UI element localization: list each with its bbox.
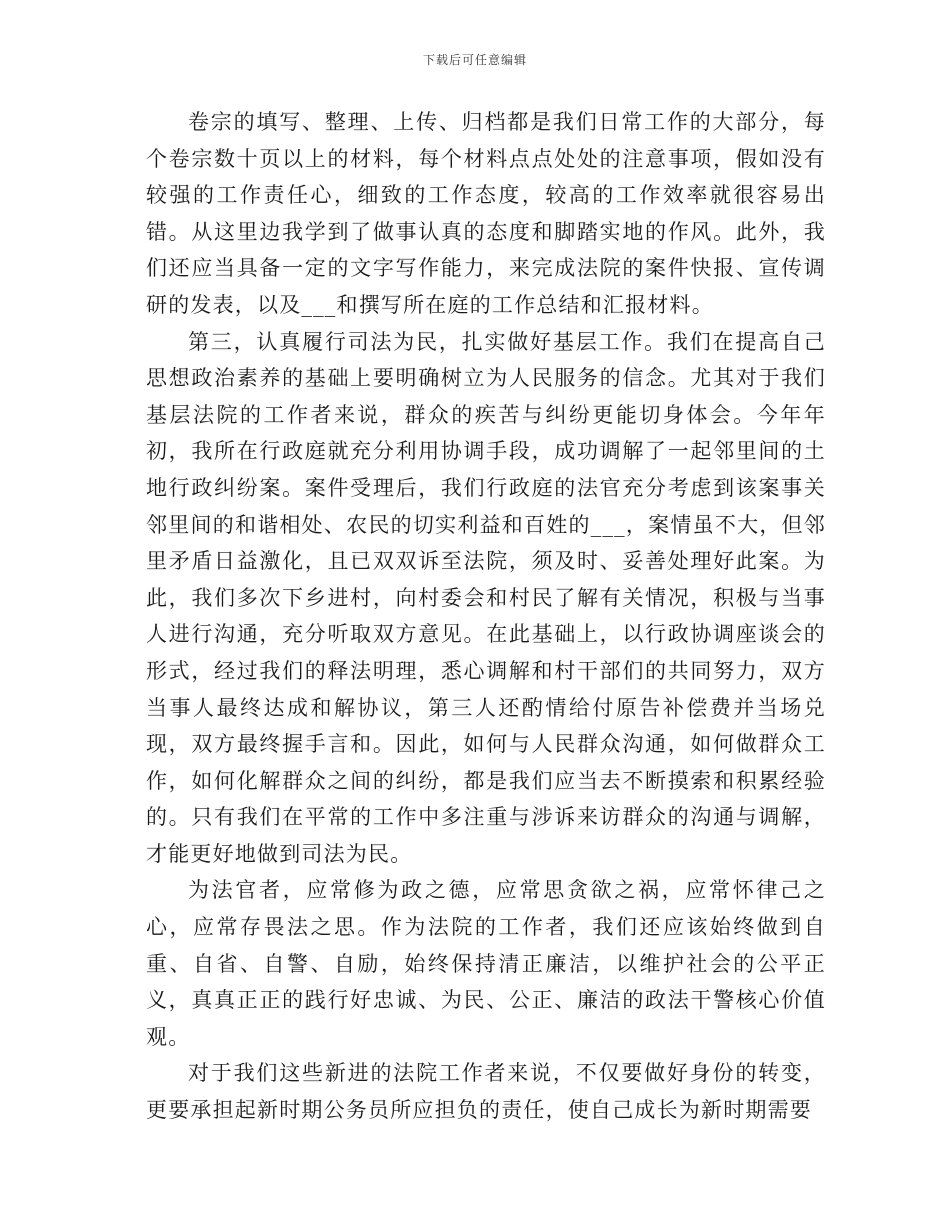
page-header: 下载后可任意编辑 [422,53,527,67]
paragraph-new-staff: 对于我们这些新进的法院工作者来说，不仅要做好身份的转变，更要承担起新时期公务员所应担负的责任，使自己成长为新时期需要 [146,1061,826,1123]
document-body [146,104,826,1129]
paragraph-judicial-service: 第三，认真履行司法为民，扎实做好基层工作。我们在提高自己思想政治素养的基础上要明确树立为人民服务的信念。尤其对于我们基层法院的工作者来说，群众的疾苦与纠纷更能切身体会。今年年初，我所在行政庭就充分利用协调手段，成功调解了一起邻里间的土地行政纠纷案。案件受理后，我们行政庭的法官充分考虑到该案事关邻里间的和谐相处、农民的切实利益和百姓的___，案情虽不大，但邻里矛盾日益激化，且已双双诉至法院，须及时、妥善处理好此案。为此，我们多次下乡进村，向村委会和村民了解有关情况，积极与当事人进行沟通，充分听取双方意见。在此基础上，以行政协调座谈会的形式，经过我们的释法明理，悉心调解和村干部们的共同努力，双方当事人最终达成和解协议，第三人还酌情给付原告补偿费并当场兑现，双方最终握手言和。因此，如何与人民群众沟通，如何做群众工作，如何化解群众之间的纠纷，都是我们应当去不断摸索和积累经验的。只有我们在平常的工作中多注重与涉诉来访群众的沟通与调解，才能更好地做到司法为民。 [146,329,826,866]
paragraph-case-files: 卷宗的填写、整理、上传、归档都是我们日常工作的大部分，每个卷宗数十页以上的材料，每个材料点点处处的注意事项，假如没有较强的工作责任心，细致的工作态度，较高的工作效率就很容易出错。从这里边我学到了做事认真的态度和脚踏实地的作风。此外，我们还应当具备一定的文字写作能力，来完成法院的案件快报、宣传调研的发表，以及___和撰写所在庭的工作总结和汇报材料。 [146,110,826,317]
paragraph-judge-integrity: 为法官者，应常修为政之德，应常思贪欲之祸，应常怀律己之心，应常存畏法之思。作为法院的工作者，我们还应该始终做到自重、自省、自警、自励，始终保持清正廉洁，以维护社会的公平正义，真真正正的践行好忠诚、为民、公正、廉洁的政法干警核心价值观。 [146,878,826,1049]
